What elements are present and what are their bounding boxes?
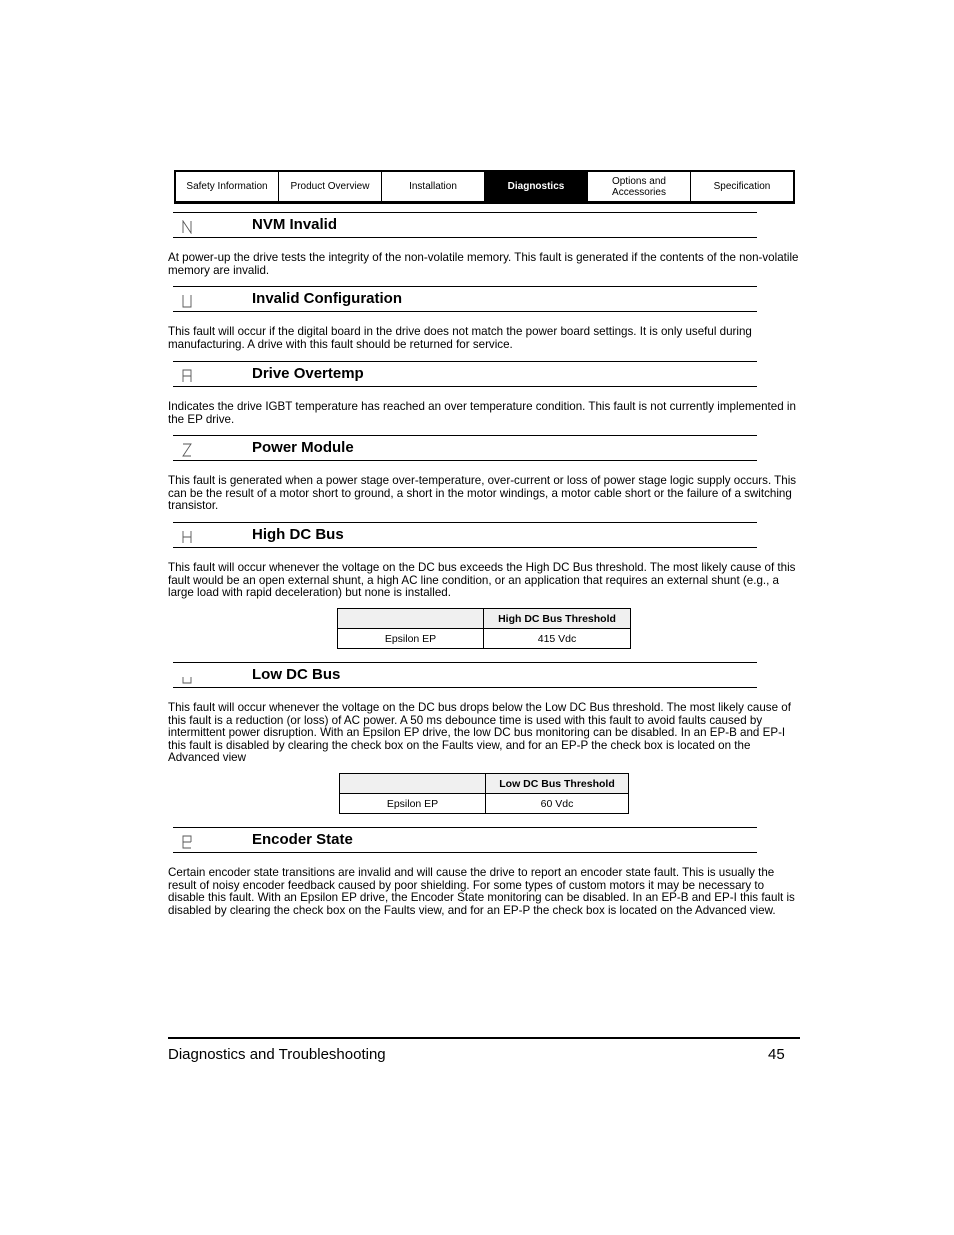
table-corner-cell	[340, 774, 486, 794]
fault-code-H-icon	[182, 530, 192, 544]
section-title: Low DC Bus	[252, 666, 341, 683]
section-header	[173, 212, 757, 238]
fault-code-N-icon	[182, 220, 192, 234]
section-title: Power Module	[252, 439, 354, 456]
section-header	[173, 361, 757, 387]
fault-section-high-dc-bus	[168, 522, 800, 600]
section-description: This fault will occur whenever the voltage on the DC bus exceeds the High DC Bus threshold. The most likely cause of this fault would be an open external shunt, a high AC line condition, or an application that requires an external shunt (e.g., a large load with rapid deceleration) but none is installed.	[168, 561, 796, 599]
footer-divider	[168, 1037, 800, 1039]
section-description: Indicates the drive IGBT temperature has reached an over temperature condition. This fault is not currently implemented in the EP drive.	[168, 400, 796, 426]
section-title: High DC Bus	[252, 526, 344, 543]
fault-section-power-module	[168, 435, 800, 513]
table-cell-value: 415 Vdc	[484, 629, 631, 649]
tab-product-overview[interactable]: Product Overview	[279, 172, 382, 201]
tab-diagnostics[interactable]: Diagnostics	[485, 172, 588, 201]
fault-code-A-icon	[182, 369, 192, 383]
fault-section-drive-overtemp	[168, 361, 800, 426]
chapter-tab-bar	[174, 170, 795, 204]
section-header	[173, 827, 757, 853]
table-cell-value: 60 Vdc	[486, 794, 629, 814]
fault-code-Z-icon	[182, 443, 192, 457]
fault-code-e-icon	[182, 835, 192, 849]
tab-specification[interactable]: Specification	[713, 181, 771, 192]
table-header: Low DC Bus Threshold	[486, 774, 629, 794]
table-corner-cell	[338, 609, 484, 629]
section-description: This fault will occur if the digital board in the drive does not match the power board settings. It is only useful during manufacturing. A drive with this fault should be returned for service.	[168, 325, 752, 351]
high-dc-bus-threshold-table	[337, 608, 631, 649]
low-dc-bus-threshold-table	[339, 773, 629, 814]
section-title: Invalid Configuration	[252, 290, 402, 307]
section-header	[173, 522, 757, 548]
fault-section-invalid-configuration	[168, 286, 800, 351]
section-header	[173, 435, 757, 461]
section-title: Drive Overtemp	[252, 365, 364, 382]
section-title: Encoder State	[252, 831, 353, 848]
footer-chapter-title: Diagnostics and Troubleshooting	[168, 1046, 386, 1063]
page-number: 45	[768, 1046, 785, 1063]
fault-section-nvm-invalid	[168, 212, 800, 277]
fault-code-u-icon	[182, 670, 192, 684]
table-row-label: Epsilon EP	[338, 629, 484, 649]
section-header	[173, 286, 757, 312]
section-header	[173, 662, 757, 688]
fault-section-encoder-state	[168, 827, 800, 917]
section-description: This fault will occur whenever the voltage on the DC bus drops below the Low DC Bus threshold. The most likely cause of this fault is a reduction (or loss) of AC power. A 50 ms debounce time is used with this fault to avoid faults caused by intermittent power disruption. With an Epsilon EP drive, the low DC bus monitoring can be disabled. In an EP-B and EP-I this fault is disabled by clearing the check box on the Faults view, and for an EP-P the check box is located on the Advanced view	[168, 701, 791, 764]
section-description: At power-up the drive tests the integrity of the non-volatile memory. This fault is generated if the contents of the non-volatile memory are invalid.	[168, 251, 799, 277]
fault-section-low-dc-bus	[168, 662, 800, 765]
section-description: Certain encoder state transitions are invalid and will cause the drive to report an encoder state fault. This is usually the result of noisy encoder feedback caused by poor shielding. For some types of custom motors it may be necessary to disable this fault. With an Epsilon EP drive, the Encoder State monitoring can be disabled. In an EP-B and EP-I this fault is disabled by clearing the check box on the Faults view, and for an EP-P the check box is located on the Advanced view.	[168, 866, 795, 917]
tab-options-and-accessories[interactable]: Options and Accessories	[588, 172, 691, 201]
section-title: NVM Invalid	[252, 216, 338, 233]
tab-safety-information[interactable]: Safety Information	[176, 172, 279, 201]
table-header: High DC Bus Threshold	[484, 609, 631, 629]
table-row-label: Epsilon EP	[340, 794, 486, 814]
section-description: This fault is generated when a power stage over-temperature, over-current or loss of power stage logic supply occurs. This can be the result of a motor short to ground, a short in the motor windings, a motor cable short or the failure of a switching transistor.	[168, 474, 797, 512]
tab-installation[interactable]: Installation	[382, 172, 485, 201]
fault-code-U-icon	[182, 294, 192, 308]
